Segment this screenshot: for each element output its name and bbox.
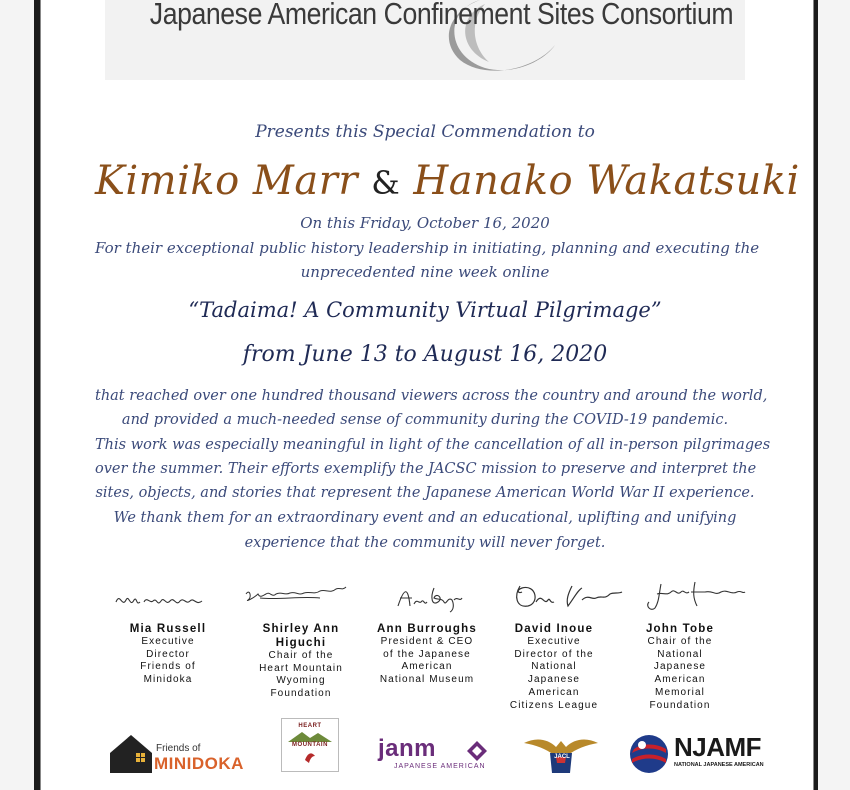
signer-role: National Museum	[379, 674, 475, 686]
signer-name: Ann Burroughs	[377, 623, 477, 635]
signer-role: Executive	[527, 636, 581, 647]
body-line: We thank them for an extraordinary event and an educational, uplifting and unifying	[113, 510, 737, 526]
house-icon	[108, 733, 154, 773]
signer-role: American	[654, 674, 706, 686]
presents-line: Presents this Special Commendation to	[255, 122, 595, 142]
signer-role: Chair of the	[268, 650, 334, 661]
janm-logo-main: janm	[378, 735, 437, 762]
signer-role: Director of the	[514, 648, 594, 660]
signer-role: Director	[146, 648, 190, 660]
signer-role: President & CEO	[380, 636, 474, 647]
signer-role: Chair of the	[647, 636, 713, 647]
signer-role: Foundation	[649, 699, 711, 711]
flag-circle-icon	[628, 733, 670, 773]
signer-role: Citizens League	[509, 699, 599, 711]
signer-name: John Tobe	[645, 623, 715, 635]
signer-role: Executive	[141, 636, 195, 647]
signer-david-inoue	[494, 622, 614, 712]
event-title: “Tadaima! A Community Virtual Pilgrimage”	[188, 298, 662, 322]
reason-line-2: unprecedented nine week online	[300, 263, 550, 281]
body-line: that reached over one hundred thousand viewers across the country and around the world,	[95, 388, 768, 404]
recipient-1: Kimiko Marr	[95, 158, 358, 204]
signer-role: Minidoka	[143, 674, 193, 686]
signature-shirley-higuchi	[240, 580, 355, 614]
recipient-2: Hanako Wakatsuki	[413, 158, 800, 204]
consortium-title: Japanese American Confinement Sites Consortium	[149, 0, 734, 31]
body-line: This work was especially meaningful in light of the cancellation of all in-person pilgrimages	[95, 437, 771, 453]
jacl-logo	[522, 733, 600, 770]
signature-ann-burroughs	[392, 580, 472, 614]
heart-mountain-top: HEART	[298, 723, 322, 729]
signer-shirley-higuchi	[241, 622, 361, 701]
heart-mountain-main: MOUNTAIN	[292, 742, 328, 748]
recipient-names	[95, 158, 800, 204]
signer-mia-russell	[108, 622, 228, 687]
eagle-icon	[522, 733, 600, 773]
ampersand: &	[371, 164, 401, 202]
jacl-logo-text: JACL	[554, 754, 570, 760]
janm-logo-sub: JAPANESE AMERICAN	[394, 763, 486, 770]
signer-john-tobe	[620, 622, 740, 712]
mountain-icon	[288, 730, 332, 742]
body-line: and provided a much-needed sense of community during the COVID-19 pandemic.	[121, 412, 729, 428]
body-line: experience that the community will never forget.	[244, 535, 606, 551]
signer-role: Friends of	[140, 661, 196, 673]
njamf-logo-main: NJAMF	[674, 732, 762, 762]
signer-name: David Inoue	[514, 623, 594, 635]
signer-role: American	[528, 686, 580, 698]
signature-john-tobe	[643, 580, 748, 614]
signer-name: Shirley Ann	[262, 623, 340, 635]
body-line: sites, objects, and stories that represent the Japanese American World War II experience.	[95, 485, 755, 501]
signature-david-inoue	[510, 580, 630, 614]
date-line: On this Friday, October 16, 2020	[300, 214, 550, 232]
consortium-header	[105, 0, 745, 80]
signer-role: National	[531, 661, 577, 673]
signer-ann-burroughs	[367, 622, 487, 687]
janm-diamond-icon	[466, 740, 488, 762]
signer-role: American	[401, 661, 453, 673]
body-line: over the summer. Their efforts exemplify the JACSC mission to preserve and interpret the	[95, 461, 757, 477]
signer-role: of the Japanese	[383, 648, 471, 660]
signer-name: Higuchi	[275, 637, 327, 649]
signature-mia-russell	[112, 580, 216, 614]
friends-of-minidoka-logo	[108, 733, 244, 773]
njamf-logo	[628, 732, 764, 770]
njamf-logo-sub: NATIONAL JAPANESE AMERICAN	[674, 762, 764, 768]
signer-role: National	[657, 648, 703, 660]
bird-icon	[303, 750, 317, 764]
reason-line-1: For their exceptional public history leadership in initiating, planning and executing the	[95, 239, 760, 257]
signer-role: Japanese	[653, 661, 707, 673]
signer-role: Heart Mountain	[259, 662, 343, 674]
signer-role: Japanese	[527, 674, 581, 686]
minidoka-logo-main: MINIDOKA	[154, 754, 244, 773]
signer-role: Memorial	[655, 686, 705, 698]
event-date-span: from June 13 to August 16, 2020	[242, 342, 608, 367]
signer-role: Foundation	[270, 688, 332, 700]
signer-name: Mia Russell	[129, 623, 207, 635]
minidoka-logo-top: Friends of	[156, 743, 201, 754]
janm-logo	[378, 737, 498, 770]
signer-role: Wyoming	[276, 675, 326, 687]
heart-mountain-logo	[281, 718, 339, 772]
